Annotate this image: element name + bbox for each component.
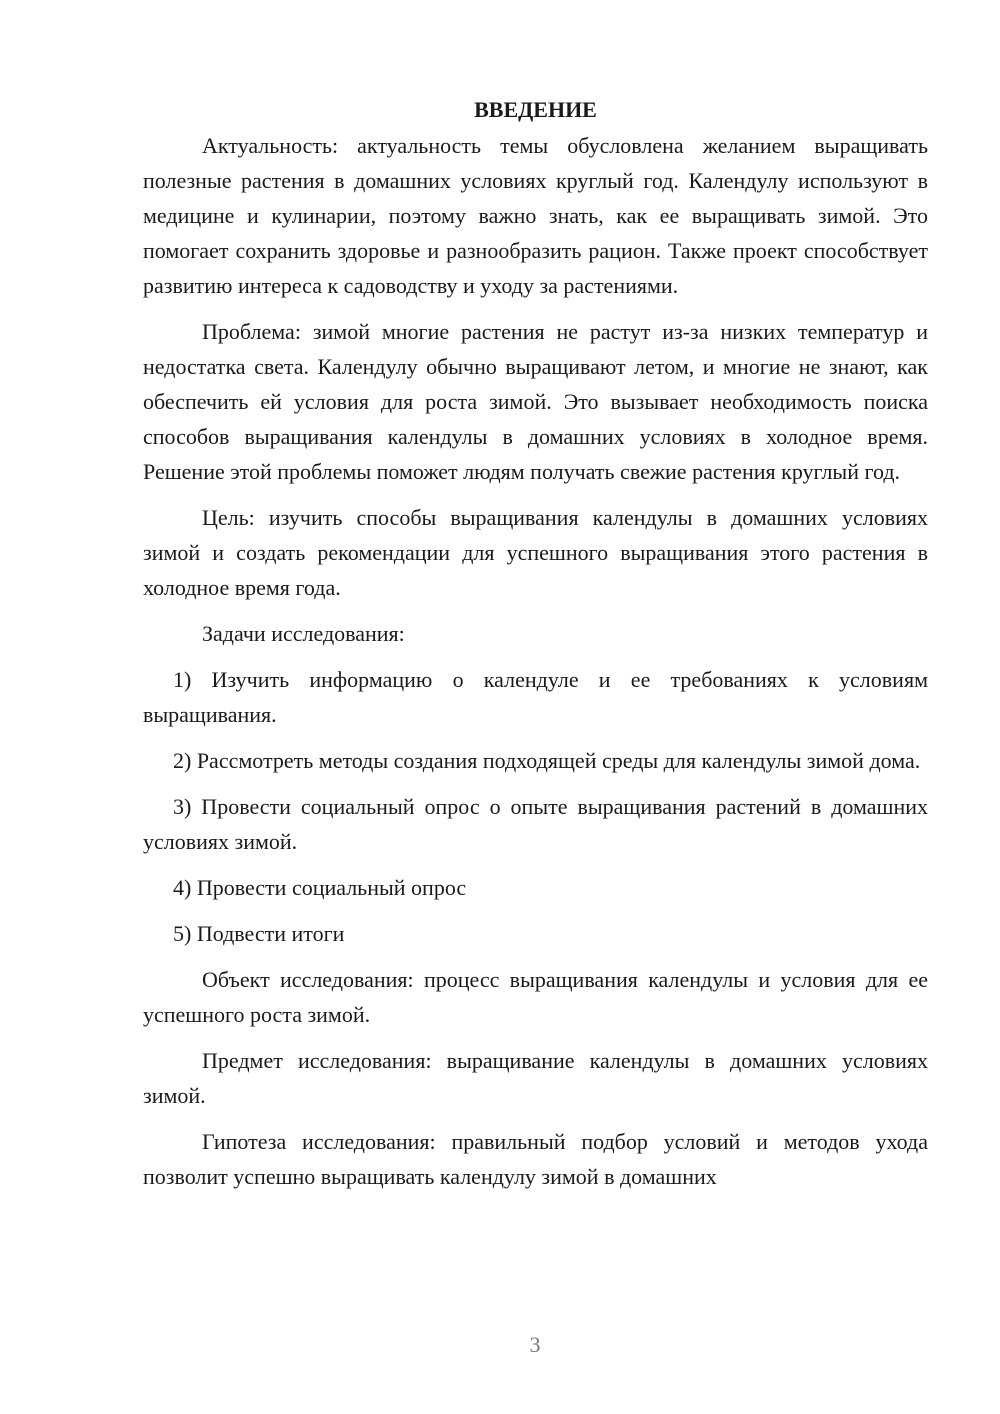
page-number: 3 [529, 1332, 541, 1357]
goal-paragraph: Цель: изучить способы выращивания календулы в домашних условиях зимой и создать рекомендации для успешного выращивания этого растения в холодное время года. [143, 505, 928, 600]
tasks-heading: Задачи исследования: [202, 621, 405, 646]
section-title [143, 92, 928, 127]
subject-paragraph: Предмет исследования: выращивание календулы в домашних условиях зимой. [143, 1048, 928, 1108]
task-item-3: 3) Провести социальный опрос о опыте выращивания растений в домашних условиях зимой. [143, 794, 928, 854]
task-item-4: 4) Провести социальный опрос [173, 875, 467, 900]
object-paragraph: Объект исследования: процесс выращивания календулы и условия для ее успешного роста зимой. [143, 967, 928, 1027]
task-item-5: 5) Подвести итоги [173, 921, 345, 946]
section-title-text: ВВЕДЕНИЕ [474, 97, 597, 122]
problem-paragraph: Проблема: зимой многие растения не растут из-за низких температур и недостатка света. Календулу обычно выращивают летом, и многие не знают, как обеспечить ей условия для роста зимой. Это вызывает необходимость поиска способов выращивания календулы в домашних условиях в холодное время. Решение этой проблемы поможет людям получать свежие растения круглый год. [143, 319, 928, 484]
task-item-1: 1) Изучить информацию о календуле и ее требованиях к условиям выращивания. [143, 667, 928, 727]
task-item-2: 2) Рассмотреть методы создания подходящей среды для календулы зимой дома. [173, 748, 921, 773]
hypothesis-paragraph: Гипотеза исследования: правильный подбор условий и методов ухода позволит успешно выращивать календулу зимой в домашних [143, 1129, 928, 1189]
relevance-paragraph: Актуальность: актуальность темы обусловлена желанием выращивать полезные растения в домашних условиях круглый год. Календулу используют в медицине и кулинарии, поэтому важно знать, как ее выращивать зимой. Это помогает сохранить здоровье и разнообразить рацион. Также проект способствует развитию интереса к садоводству и уходу за растениями. [143, 133, 928, 298]
page-content [143, 92, 928, 1194]
